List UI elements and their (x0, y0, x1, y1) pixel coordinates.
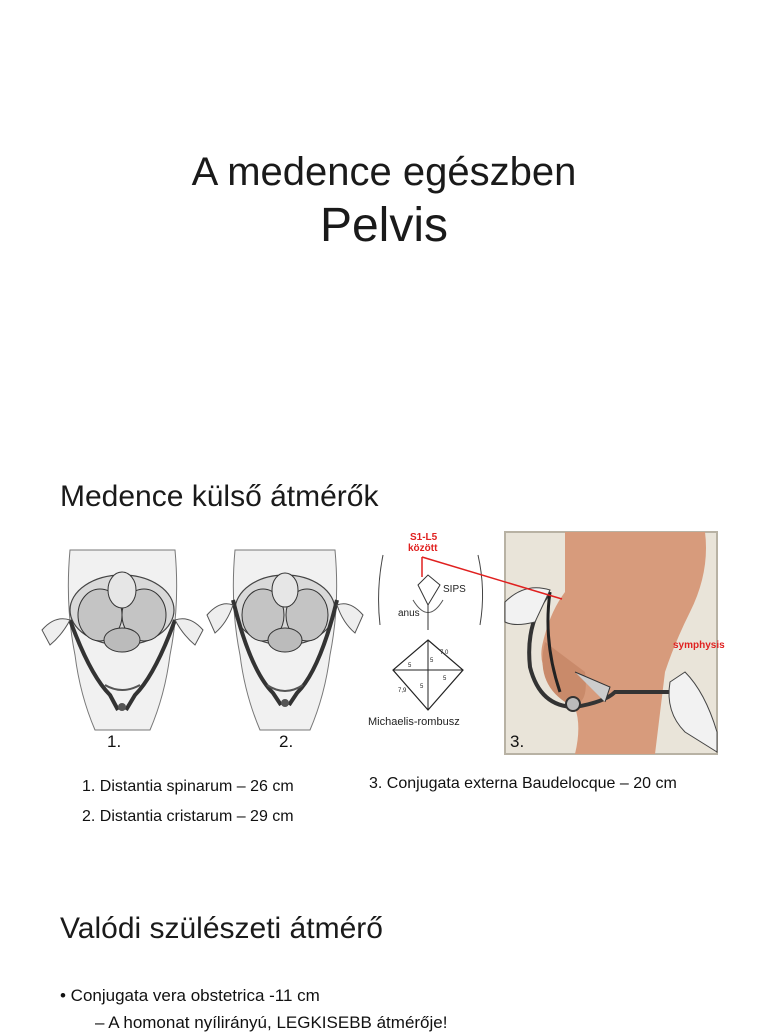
pelvis-caliper-illustration-2 (205, 545, 365, 730)
figure-number-2: 2. (279, 732, 294, 751)
label-michaelis-rombusz: Michaelis-rombusz (368, 716, 460, 728)
label-s1-l5: S1-L5 (410, 532, 438, 543)
bullet-conjugata-vera: • Conjugata vera obstetrica -11 cm (60, 986, 320, 1005)
rhombus-value: 5 (443, 676, 447, 682)
label-symphysis: symphysis (673, 640, 725, 651)
figure-number-3: 3. (510, 732, 525, 751)
label-kozott: között (408, 543, 438, 554)
figure-number-1: 1. (107, 732, 122, 751)
slide-title-line1: A medence egészben (191, 150, 577, 194)
section-heading-external-diameters: Medence külső átmérők (60, 480, 379, 513)
label-sips: SIPS (443, 584, 466, 595)
measurement-conjugata-externa: 3. Conjugata externa Baudelocque – 20 cm (369, 775, 677, 792)
s1l5-pointer-line (420, 555, 570, 605)
label-anus: anus (398, 608, 420, 619)
pelvis-caliper-illustration-1 (40, 545, 205, 730)
rhombus-value: 7,0 (440, 650, 449, 656)
rhombus-value: 5 (420, 684, 424, 690)
rhombus-value: 5 (430, 658, 434, 664)
bullet-legkisebb-partial: – A homonat nyílirányú, LEGKISEBB átmérője! (95, 1013, 448, 1032)
rhombus-value: 7,9 (398, 688, 407, 694)
rhombus-value: 5 (408, 663, 412, 669)
measurement-distantia-spinarum: 1. Distantia spinarum – 26 cm (82, 778, 294, 795)
section-heading-true-diameter: Valódi szülészeti átmérő (60, 912, 383, 945)
measurement-distantia-cristarum: 2. Distantia cristarum – 29 cm (82, 808, 294, 825)
slide-title-line2: Pelvis (319, 199, 449, 252)
